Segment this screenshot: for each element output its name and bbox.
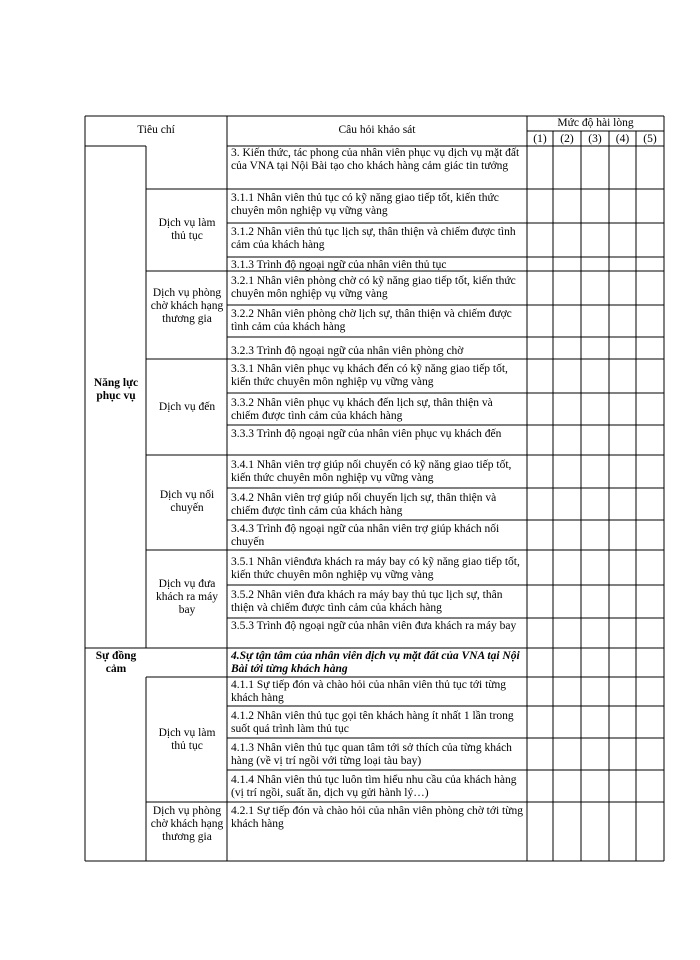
question-4-1-1: 4.1.1 Sự tiếp đón và chào hỏi của nhân viên thủ tục tới từng khách hàng <box>231 679 507 704</box>
question-3-2-1: 3.2.1 Nhân viên phòng chờ có kỹ năng giao tiếp tốt, kiến thức chuyên môn nghiệp vụ vững vàng <box>231 275 516 300</box>
sub-label-arrival: Dịch vụ đến <box>158 401 216 413</box>
question-3-3-3: 3.3.3 Trình độ ngoại ngữ của nhân viên phục vụ khách đến <box>231 428 502 440</box>
header-satisfaction: Mức độ hài lòng <box>557 117 634 129</box>
question-3-1-3: 3.1.3 Trình độ ngoại ngữ của nhân viên thủ tục <box>231 259 447 271</box>
question-3-2-2: 3.2.2 Nhân viên phòng chờ lịch sự, thân thiện và chiếm được tình cảm của khách hàng <box>231 308 512 333</box>
sub-label-checkin: Dịch vụ làm thủ tục <box>158 217 216 242</box>
question-4-2-1: 4.2.1 Sự tiếp đón và chào hỏi của nhân viên phòng chờ tới từng khách hàng <box>231 805 523 830</box>
question-4-1-4: 4.1.4 Nhân viên thủ tục luôn tìm hiểu nhu cầu của khách hàng (vị trí ngồi, suất ăn, dịch vụ gửi hành lý…) <box>231 774 517 799</box>
sub-label-checkin-2: Dịch vụ làm thủ tục <box>158 727 216 752</box>
group-label-empathy: Sự đồng cảm <box>95 650 137 675</box>
question-3-4-1: 3.4.1 Nhân viên trợ giúp nối chuyến có kỹ năng giao tiếp tốt, kiến thức chuyên môn nghiệp vụ vững vàng <box>231 459 512 484</box>
level-3: (3) <box>588 133 602 145</box>
header-question: Câu hỏi khảo sát <box>338 124 416 136</box>
level-5: (5) <box>643 133 657 145</box>
question-3-5-3: 3.5.3 Trình độ ngoại ngữ của nhân viên đưa khách ra máy bay <box>231 620 517 632</box>
question-4-1-2: 4.1.2 Nhân viên thủ tục gọi tên khách hàng ít nhất 1 lần trong suốt quá trình làm thủ tục <box>231 710 514 735</box>
question-3-1-1: 3.1.1 Nhân viên thủ tục có kỹ năng giao tiếp tốt, kiến thức chuyên môn nghiệp vụ vững vàng <box>231 192 499 217</box>
question-3-2-3: 3.2.3 Trình độ ngoại ngữ của nhân viên phòng chờ <box>231 345 464 357</box>
question-3-4-2: 3.4.2 Nhân viên trợ giúp nối chuyến lịch sự, thân thiện và chiếm được tình cảm của khách hàng <box>231 492 497 517</box>
sub-label-lounge-2: Dịch vụ phòng chờ khách hạng thương gia <box>150 805 224 843</box>
sub-label-transfer: Dịch vụ nối chuyến <box>159 489 215 514</box>
sub-label-boarding: Dịch vụ đưa khách ra máy bay <box>156 578 218 616</box>
header-criteria: Tiêu chí <box>137 124 175 136</box>
question-4: 4.Sự tận tâm của nhân viên dịch vụ mặt đất của VNA tại Nội Bài tới từng khách hàng <box>231 650 520 675</box>
question-3-5-2: 3.5.2 Nhân viên đưa khách ra máy bay thủ tục lịch sự, thân thiện và chiếm được tình cảm của khách hàng <box>231 589 503 614</box>
question-3: 3. Kiến thức, tác phong của nhân viên phục vụ dịch vụ mặt đất của VNA tại Nội Bài tạo cho khách hàng cảm giác tin tưởng <box>231 147 520 172</box>
sub-label-lounge: Dịch vụ phòng chờ khách hạng thương gia <box>150 287 224 325</box>
question-3-1-2: 3.1.2 Nhân viên thủ tục lịch sự, thân thiện và chiếm được tình cảm của khách hàng <box>231 226 516 251</box>
question-3-4-3: 3.4.3 Trình độ ngoại ngữ của nhân viên trợ giúp khách nối chuyến <box>231 523 500 548</box>
group-label-service-capability: Năng lực phục vụ <box>93 377 139 402</box>
question-3-3-1: 3.3.1 Nhân viên phục vụ khách đến có kỹ năng giao tiếp tốt, kiến thức chuyên môn nghiệp vụ vững vàng <box>231 363 508 388</box>
level-2: (2) <box>560 133 574 145</box>
level-4: (4) <box>615 133 630 145</box>
question-3-5-1: 3.5.1 Nhân viênđưa khách ra máy bay có kỹ năng giao tiếp tốt, kiến thức chuyên môn nghiệp vụ vững vàng <box>231 556 520 581</box>
question-3-3-2: 3.3.2 Nhân viên phục vụ khách đến lịch sự, thân thiện và chiếm được tình cảm của khách hàng <box>231 397 493 422</box>
question-4-1-3: 4.1.3 Nhân viên thủ tục quan tâm tới sở thích của từng khách hàng (về vị trí ngồi với từng loại tàu bay) <box>231 742 512 767</box>
level-1: (1) <box>533 133 547 145</box>
